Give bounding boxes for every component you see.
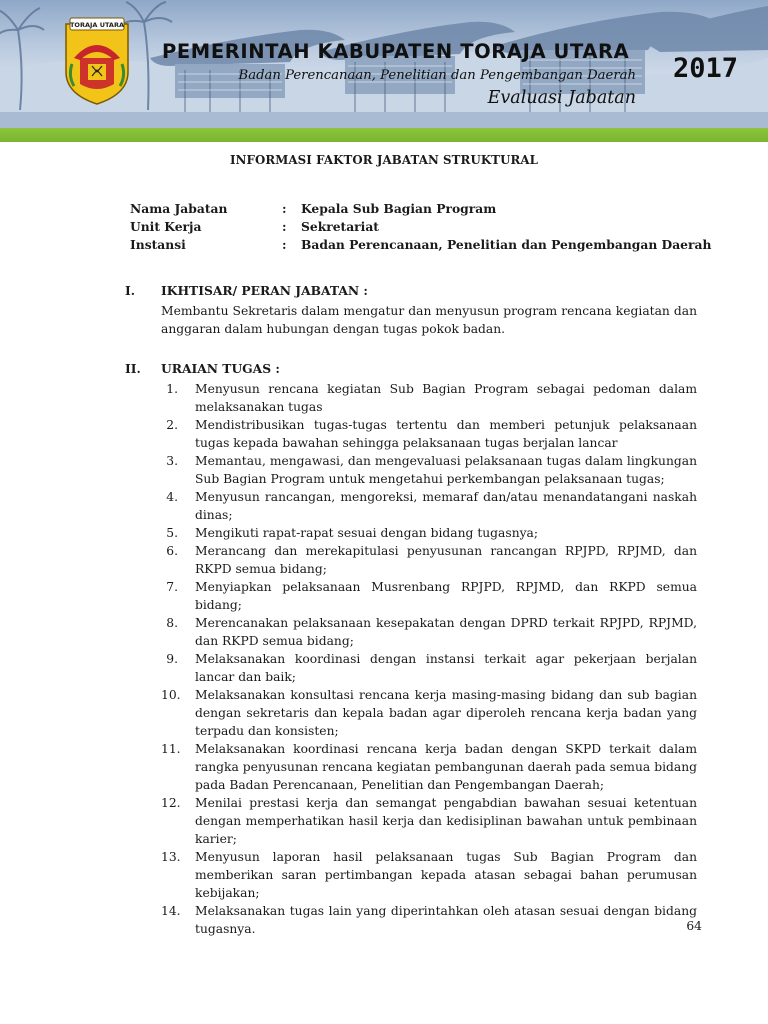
section-number: I.: [125, 283, 136, 298]
task-text: Menyusun rancangan, mengoreksi, memaraf dan/atau menandatangani naskah dinas;: [195, 490, 697, 522]
task-text: Mendistribusikan tugas-tugas tertentu dan memberi petunjuk pelaksanaan tugas kepada bawahan sehingga pelaksanaan tugas berjalan lancar: [195, 418, 697, 450]
task-number: 7.: [166, 580, 178, 594]
info-separator: :: [282, 201, 287, 216]
government-title: PEMERINTAH KABUPATEN TORAJA UTARA: [162, 40, 630, 63]
list-item: [161, 380, 697, 416]
info-label: Instansi: [130, 237, 186, 252]
task-number: 2.: [166, 418, 178, 432]
header-banner: [0, 0, 768, 128]
task-number: 1.: [166, 382, 178, 396]
task-text: Merancang dan merekapitulasi penyusunan rancangan RPJPD, RPJMD, dan RKPD semua bidang;: [195, 544, 697, 576]
year-label: 2017: [672, 53, 738, 84]
list-item: [161, 740, 697, 794]
task-text: Mengikuti rapat-rapat sesuai dengan bidang tugasnya;: [195, 526, 539, 540]
info-label: Unit Kerja: [130, 219, 202, 234]
task-number: 12.: [161, 796, 181, 810]
task-text: Menilai prestasi kerja dan semangat pengabdian bawahan sesuai ketentuan dengan memperhatikan hasil kerja dan kedisiplinan bawahan untuk pembinaan karier;: [195, 796, 697, 846]
document-title: INFORMASI FAKTOR JABATAN STRUKTURAL: [229, 153, 539, 167]
info-separator: :: [282, 219, 287, 234]
agency-name: Badan Perencanaan, Penelitian dan Pengembangan Daerah: [238, 68, 636, 83]
task-number: 14.: [161, 904, 181, 918]
evaluation-subtitle: Evaluasi Jabatan: [487, 88, 636, 108]
section-summary-text: Membantu Sekretaris dalam mengatur dan menyusun program rencana kegiatan dan anggaran dalam hubungan dengan tugas pokok badan.: [161, 304, 697, 336]
list-item: [161, 452, 697, 488]
task-text: Menyusun laporan hasil pelaksanaan tugas Sub Bagian Program dan memberikan saran pertimbangan kepada atasan sebagai bahan perumusan kebijakan;: [195, 850, 697, 900]
list-item: [161, 488, 697, 524]
list-item: [161, 848, 697, 902]
list-item: [161, 650, 697, 686]
section-number: II.: [125, 361, 141, 376]
info-value: Badan Perencanaan, Penelitian dan Pengembangan Daerah: [301, 237, 712, 252]
green-divider-bar: [0, 128, 768, 142]
list-item: [161, 416, 697, 452]
list-item: [161, 902, 697, 938]
list-item: [161, 794, 697, 848]
task-list: [161, 380, 697, 938]
task-text: Melaksanakan koordinasi rencana kerja badan dengan SKPD terkait dalam rangka penyusunan rencana kegiatan pembangunan daerah pada semua bidang pada Badan Perencanaan, Penelitian dan Pengembangan Daerah;: [195, 742, 697, 792]
task-number: 10.: [161, 688, 181, 702]
list-item: [161, 578, 697, 614]
section-heading-text: IKHTISAR/ PERAN JABATAN :: [161, 283, 368, 298]
task-text: Melaksanakan tugas lain yang diperintahkan oleh atasan sesuai dengan bidang tugasnya.: [195, 904, 697, 936]
info-value: Sekretariat: [301, 219, 379, 234]
task-text: Merencanakan pelaksanaan kesepakatan dengan DPRD terkait RPJPD, RPJMD, dan RKPD semua bidang;: [195, 616, 697, 648]
task-number: 11.: [161, 742, 181, 756]
info-label: Nama Jabatan: [130, 201, 228, 216]
page-number: 64: [686, 919, 702, 933]
info-separator: :: [282, 237, 287, 252]
task-text: Menyiapkan pelaksanaan Musrenbang RPJPD, RPJMD, dan RKPD semua bidang;: [195, 580, 697, 612]
task-number: 6.: [166, 544, 178, 558]
list-item: [161, 614, 697, 650]
section-heading-text: URAIAN TUGAS :: [161, 361, 280, 376]
task-number: 9.: [166, 652, 178, 666]
task-text: Melaksanakan koordinasi dengan instansi terkait agar pekerjaan berjalan lancar dan baik;: [195, 652, 697, 684]
info-value: Kepala Sub Bagian Program: [301, 201, 497, 216]
task-text: Melaksanakan konsultasi rencana kerja masing-masing bidang dan sub bagian dengan sekretaris dan kepala badan agar diperoleh rencana kerja badan yang terpadu dan konsisten;: [195, 688, 697, 738]
list-item: [161, 542, 697, 578]
task-number: 4.: [166, 490, 178, 504]
task-text: Menyusun rencana kegiatan Sub Bagian Program sebagai pedoman dalam melaksanakan tugas: [195, 382, 697, 414]
svg-text:TORAJA UTARA: TORAJA UTARA: [70, 21, 124, 29]
task-number: 3.: [166, 454, 178, 468]
task-number: 8.: [166, 616, 178, 630]
task-number: 13.: [161, 850, 181, 864]
list-item: [161, 524, 697, 542]
toraja-utara-emblem: [62, 14, 132, 106]
list-item: [161, 686, 697, 740]
task-number: 5.: [166, 526, 178, 540]
task-text: Memantau, mengawasi, dan mengevaluasi pelaksanaan tugas dalam lingkungan Sub Bagian Program untuk mengetahui perkembangan pelaksanaan tugas;: [195, 454, 697, 486]
